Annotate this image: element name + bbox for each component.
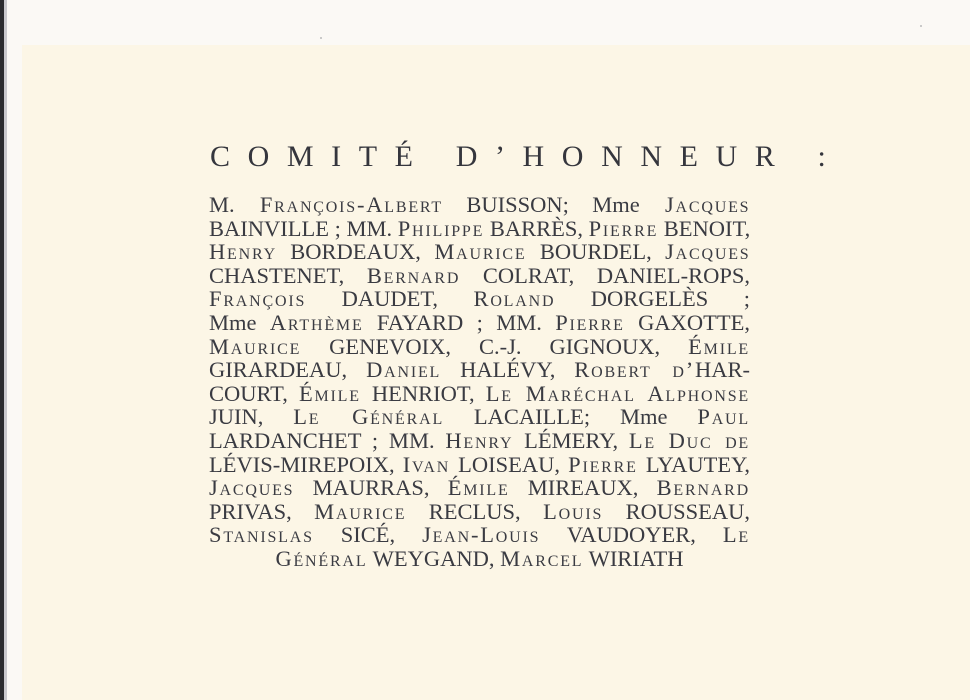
first-name-smallcaps: Henry bbox=[445, 427, 514, 453]
surname-text: Mme bbox=[209, 309, 270, 335]
surname-text: CHASTENET, bbox=[209, 262, 367, 288]
surname-text: LÉVIS-MIREPOIX, bbox=[209, 451, 403, 477]
surname-text: JUIN, bbox=[209, 404, 294, 430]
surname-text: LÉMERY, bbox=[513, 427, 629, 453]
first-name-smallcaps: Arthème bbox=[269, 309, 364, 335]
first-name-smallcaps: François-Albert bbox=[234, 192, 444, 217]
first-name-smallcaps: Bernard bbox=[656, 475, 750, 501]
first-name-smallcaps: Daniel bbox=[366, 357, 442, 383]
text-line bbox=[209, 287, 750, 311]
first-name-smallcaps: Roland bbox=[473, 286, 556, 312]
first-name-smallcaps: Philippe bbox=[397, 215, 485, 241]
text-line bbox=[209, 311, 750, 335]
first-name-smallcaps: Jacques bbox=[639, 192, 751, 217]
surname-text: BAINVILLE ; MM. bbox=[209, 215, 398, 241]
text-line bbox=[209, 358, 750, 382]
first-name-smallcaps: Jean-Louis bbox=[422, 522, 541, 548]
first-name-smallcaps: Maurice bbox=[434, 239, 527, 265]
first-name-smallcaps: Émile bbox=[688, 333, 750, 359]
surname-text: ROUSSEAU, bbox=[603, 498, 750, 524]
surname-text: HAR- bbox=[695, 357, 750, 383]
first-name-smallcaps: Maurice bbox=[314, 498, 407, 524]
text-line bbox=[209, 217, 750, 241]
first-name-smallcaps: Paul bbox=[697, 404, 750, 430]
surname-text: WEYGAND, bbox=[367, 545, 501, 571]
first-name-smallcaps: Maurice bbox=[209, 333, 302, 359]
text-line bbox=[209, 240, 750, 264]
first-name-smallcaps: Marcel bbox=[500, 545, 584, 571]
surname-text: HENRIOT, bbox=[360, 380, 486, 406]
binder-edge-highlight bbox=[4, 0, 7, 700]
surname-text: LYAUTEY, bbox=[637, 451, 751, 477]
surname-text: DAUDET, bbox=[306, 286, 474, 312]
text-line bbox=[209, 429, 750, 453]
surname-text: M. bbox=[209, 192, 235, 217]
surname-text: LACAILLE; Mme bbox=[444, 404, 698, 430]
paper-speck bbox=[920, 25, 922, 27]
first-name-smallcaps: Émile bbox=[298, 380, 361, 406]
first-name-smallcaps: Stanislas bbox=[209, 522, 314, 548]
first-name-smallcaps: Le Maréchal Alphonse bbox=[485, 380, 750, 406]
surname-text: DORGELÈS ; bbox=[555, 286, 750, 312]
first-name-smallcaps: Henry bbox=[209, 239, 277, 265]
text-line bbox=[209, 523, 750, 547]
honor-committee-list bbox=[209, 193, 750, 571]
page-title: COMITÉ D’HONNEUR : bbox=[210, 140, 844, 173]
text-line bbox=[209, 264, 750, 288]
surname-text: GAXOTTE, bbox=[624, 309, 750, 335]
text-line bbox=[209, 405, 750, 429]
first-name-smallcaps: Robert d’ bbox=[574, 357, 695, 383]
surname-text: BUISSON; bbox=[443, 192, 593, 217]
text-line bbox=[209, 193, 750, 217]
text-line bbox=[209, 453, 750, 477]
text-line bbox=[209, 335, 750, 359]
surname-text: LOISEAU, bbox=[450, 451, 569, 477]
surname-text: Mme bbox=[592, 192, 640, 217]
first-name-smallcaps: Pierre bbox=[568, 451, 638, 477]
first-name-smallcaps: Le Général bbox=[293, 404, 445, 430]
first-name-smallcaps: Jacques bbox=[665, 239, 751, 265]
surname-text: MIREAUX, bbox=[509, 475, 657, 501]
text-line bbox=[209, 382, 750, 406]
surname-text: BENOIT, bbox=[658, 215, 751, 241]
first-name-smallcaps: Le bbox=[722, 522, 750, 548]
first-name-smallcaps: Jacques bbox=[209, 475, 295, 501]
first-name-smallcaps: Bernard bbox=[366, 262, 461, 288]
surname-text: WIRIATH bbox=[583, 545, 684, 571]
text-line bbox=[209, 547, 750, 571]
surname-text: LARDANCHET ; MM. bbox=[209, 427, 446, 453]
surname-text: BARRÈS, bbox=[484, 215, 589, 241]
surname-text: MAURRAS, bbox=[294, 475, 448, 501]
first-name-smallcaps: François bbox=[209, 286, 307, 312]
surname-text: RECLUS, bbox=[406, 498, 544, 524]
text-line bbox=[209, 500, 750, 524]
surname-text: COLRAT, DANIEL-ROPS, bbox=[460, 262, 751, 288]
surname-text: GIRARDEAU, bbox=[209, 357, 367, 383]
first-name-smallcaps: Pierre bbox=[588, 215, 659, 241]
first-name-smallcaps: Pierre bbox=[555, 309, 625, 335]
surname-text: BOURDEL, bbox=[526, 239, 666, 265]
first-name-smallcaps: Émile bbox=[447, 475, 510, 501]
surname-text: GENEVOIX, C.-J. GIGNOUX, bbox=[301, 333, 689, 359]
surname-text: SICÉ, bbox=[313, 522, 423, 548]
surname-text: BORDEAUX, bbox=[276, 239, 435, 265]
first-name-smallcaps: Louis bbox=[543, 498, 604, 524]
surname-text: HALÉVY, bbox=[441, 357, 575, 383]
first-name-smallcaps: Le Duc de bbox=[628, 427, 750, 453]
surname-text: VAUDOYER, bbox=[540, 522, 723, 548]
surname-text: PRIVAS, bbox=[209, 498, 315, 524]
first-name-smallcaps: Ivan bbox=[402, 451, 451, 477]
surname-text: FAYARD ; MM. bbox=[363, 309, 556, 335]
surname-text: COURT, bbox=[209, 380, 299, 406]
first-name-smallcaps: Général bbox=[275, 545, 368, 571]
paper-speck bbox=[320, 37, 322, 39]
text-line bbox=[209, 476, 750, 500]
